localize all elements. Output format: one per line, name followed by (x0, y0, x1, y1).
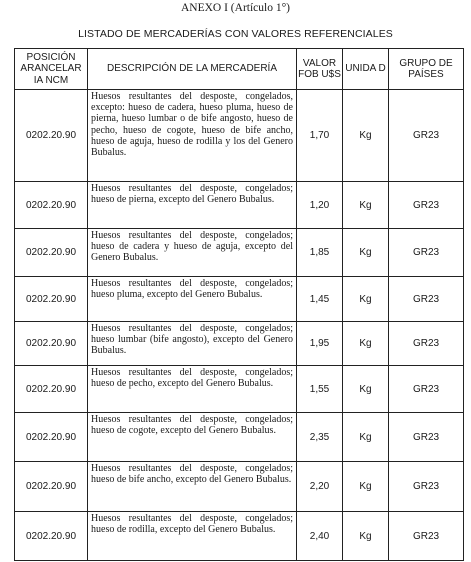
group-cell: GR23 (389, 462, 464, 512)
header-position: POSICIÓN ARANCELAR IA NCM (15, 49, 88, 90)
position-cell: 0202.20.90 (15, 462, 88, 512)
table-header-row (15, 49, 464, 90)
value-cell: 1,70 (297, 90, 343, 182)
table-row (15, 277, 464, 322)
position-cell: 0202.20.90 (15, 413, 88, 462)
value-cell: 1,85 (297, 229, 343, 277)
unit-cell: Kg (343, 413, 389, 462)
table-row (15, 229, 464, 277)
group-cell: GR23 (389, 277, 464, 322)
table-row (15, 462, 464, 512)
group-cell: GR23 (389, 90, 464, 182)
table-row (15, 322, 464, 366)
position-cell: 0202.20.90 (15, 90, 88, 182)
description-cell: Huesos resultantes del desposte, congelados; hueso de pecho, excepto del Genero Bubalus. (88, 366, 297, 413)
group-cell: GR23 (389, 322, 464, 366)
description-cell: Huesos resultantes del desposte, congelados; hueso pluma, excepto del Genero Bubalus. (88, 277, 297, 322)
description-cell: Huesos resultantes del desposte, congelados; hueso de cogote, excepto del Genero Bubalus. (88, 413, 297, 462)
unit-cell: Kg (343, 462, 389, 512)
table-row (15, 90, 464, 182)
table-row (15, 413, 464, 462)
position-cell: 0202.20.90 (15, 277, 88, 322)
value-cell: 2,35 (297, 413, 343, 462)
unit-cell: Kg (343, 366, 389, 413)
group-cell: GR23 (389, 512, 464, 561)
group-cell: GR23 (389, 182, 464, 229)
value-cell: 1,95 (297, 322, 343, 366)
position-cell: 0202.20.90 (15, 512, 88, 561)
group-cell: GR23 (389, 413, 464, 462)
unit-cell: Kg (343, 322, 389, 366)
annex-title: ANEXO I (Artículo 1°) (180, 2, 291, 14)
header-unit: UNIDA D (343, 49, 389, 90)
description-cell: Huesos resultantes del desposte, congelados; hueso de cadera y hueso de aguja, excepto del Genero Bubalus. (88, 229, 297, 277)
header-group: GRUPO DE PAÍSES (389, 49, 464, 90)
unit-cell: Kg (343, 90, 389, 182)
header-description: DESCRIPCIÓN DE LA MERCADERÍA (88, 49, 297, 90)
value-cell: 2,20 (297, 462, 343, 512)
description-cell: Huesos resultantes del desposte, congelados; hueso de pierna, excepto del Genero Bubalus. (88, 182, 297, 229)
description-cell: Huesos resultantes del desposte, congelados; hueso de bife ancho, excepto del Genero Bubalus. (88, 462, 297, 512)
unit-cell: Kg (343, 277, 389, 322)
description-cell: Huesos resultantes del desposte, congelados; hueso lumbar (bife angosto), excepto del Genero Bubalus. (88, 322, 297, 366)
group-cell: GR23 (389, 366, 464, 413)
unit-cell: Kg (343, 512, 389, 561)
description-cell: Huesos resultantes del desposte, congelados; hueso de rodilla, excepto del Genero Bubalus. (88, 512, 297, 561)
position-cell: 0202.20.90 (15, 182, 88, 229)
value-cell: 1,45 (297, 277, 343, 322)
value-cell: 2,40 (297, 512, 343, 561)
value-cell: 1,55 (297, 366, 343, 413)
value-cell: 1,20 (297, 182, 343, 229)
position-cell: 0202.20.90 (15, 322, 88, 366)
header-value: VALOR FOB U$S (297, 49, 343, 90)
unit-cell: Kg (343, 182, 389, 229)
unit-cell: Kg (343, 229, 389, 277)
description-cell: Huesos resultantes del desposte, congelados, excepto: hueso de cadera, hueso pluma, hueso de pierna, hueso lumbar o de bife angosto, hueso de pecho, hueso de cogote, hueso de bife ancho, hueso de aguja, hueso de rodilla y los del Genero Bubalus. (88, 90, 297, 182)
group-cell: GR23 (389, 229, 464, 277)
list-title: LISTADO DE MERCADERÍAS CON VALORES REFERENCIALES (78, 28, 393, 40)
table-row (15, 182, 464, 229)
table-row (15, 512, 464, 561)
position-cell: 0202.20.90 (15, 229, 88, 277)
table-row (15, 366, 464, 413)
position-cell: 0202.20.90 (15, 366, 88, 413)
merchandise-table (14, 48, 464, 561)
